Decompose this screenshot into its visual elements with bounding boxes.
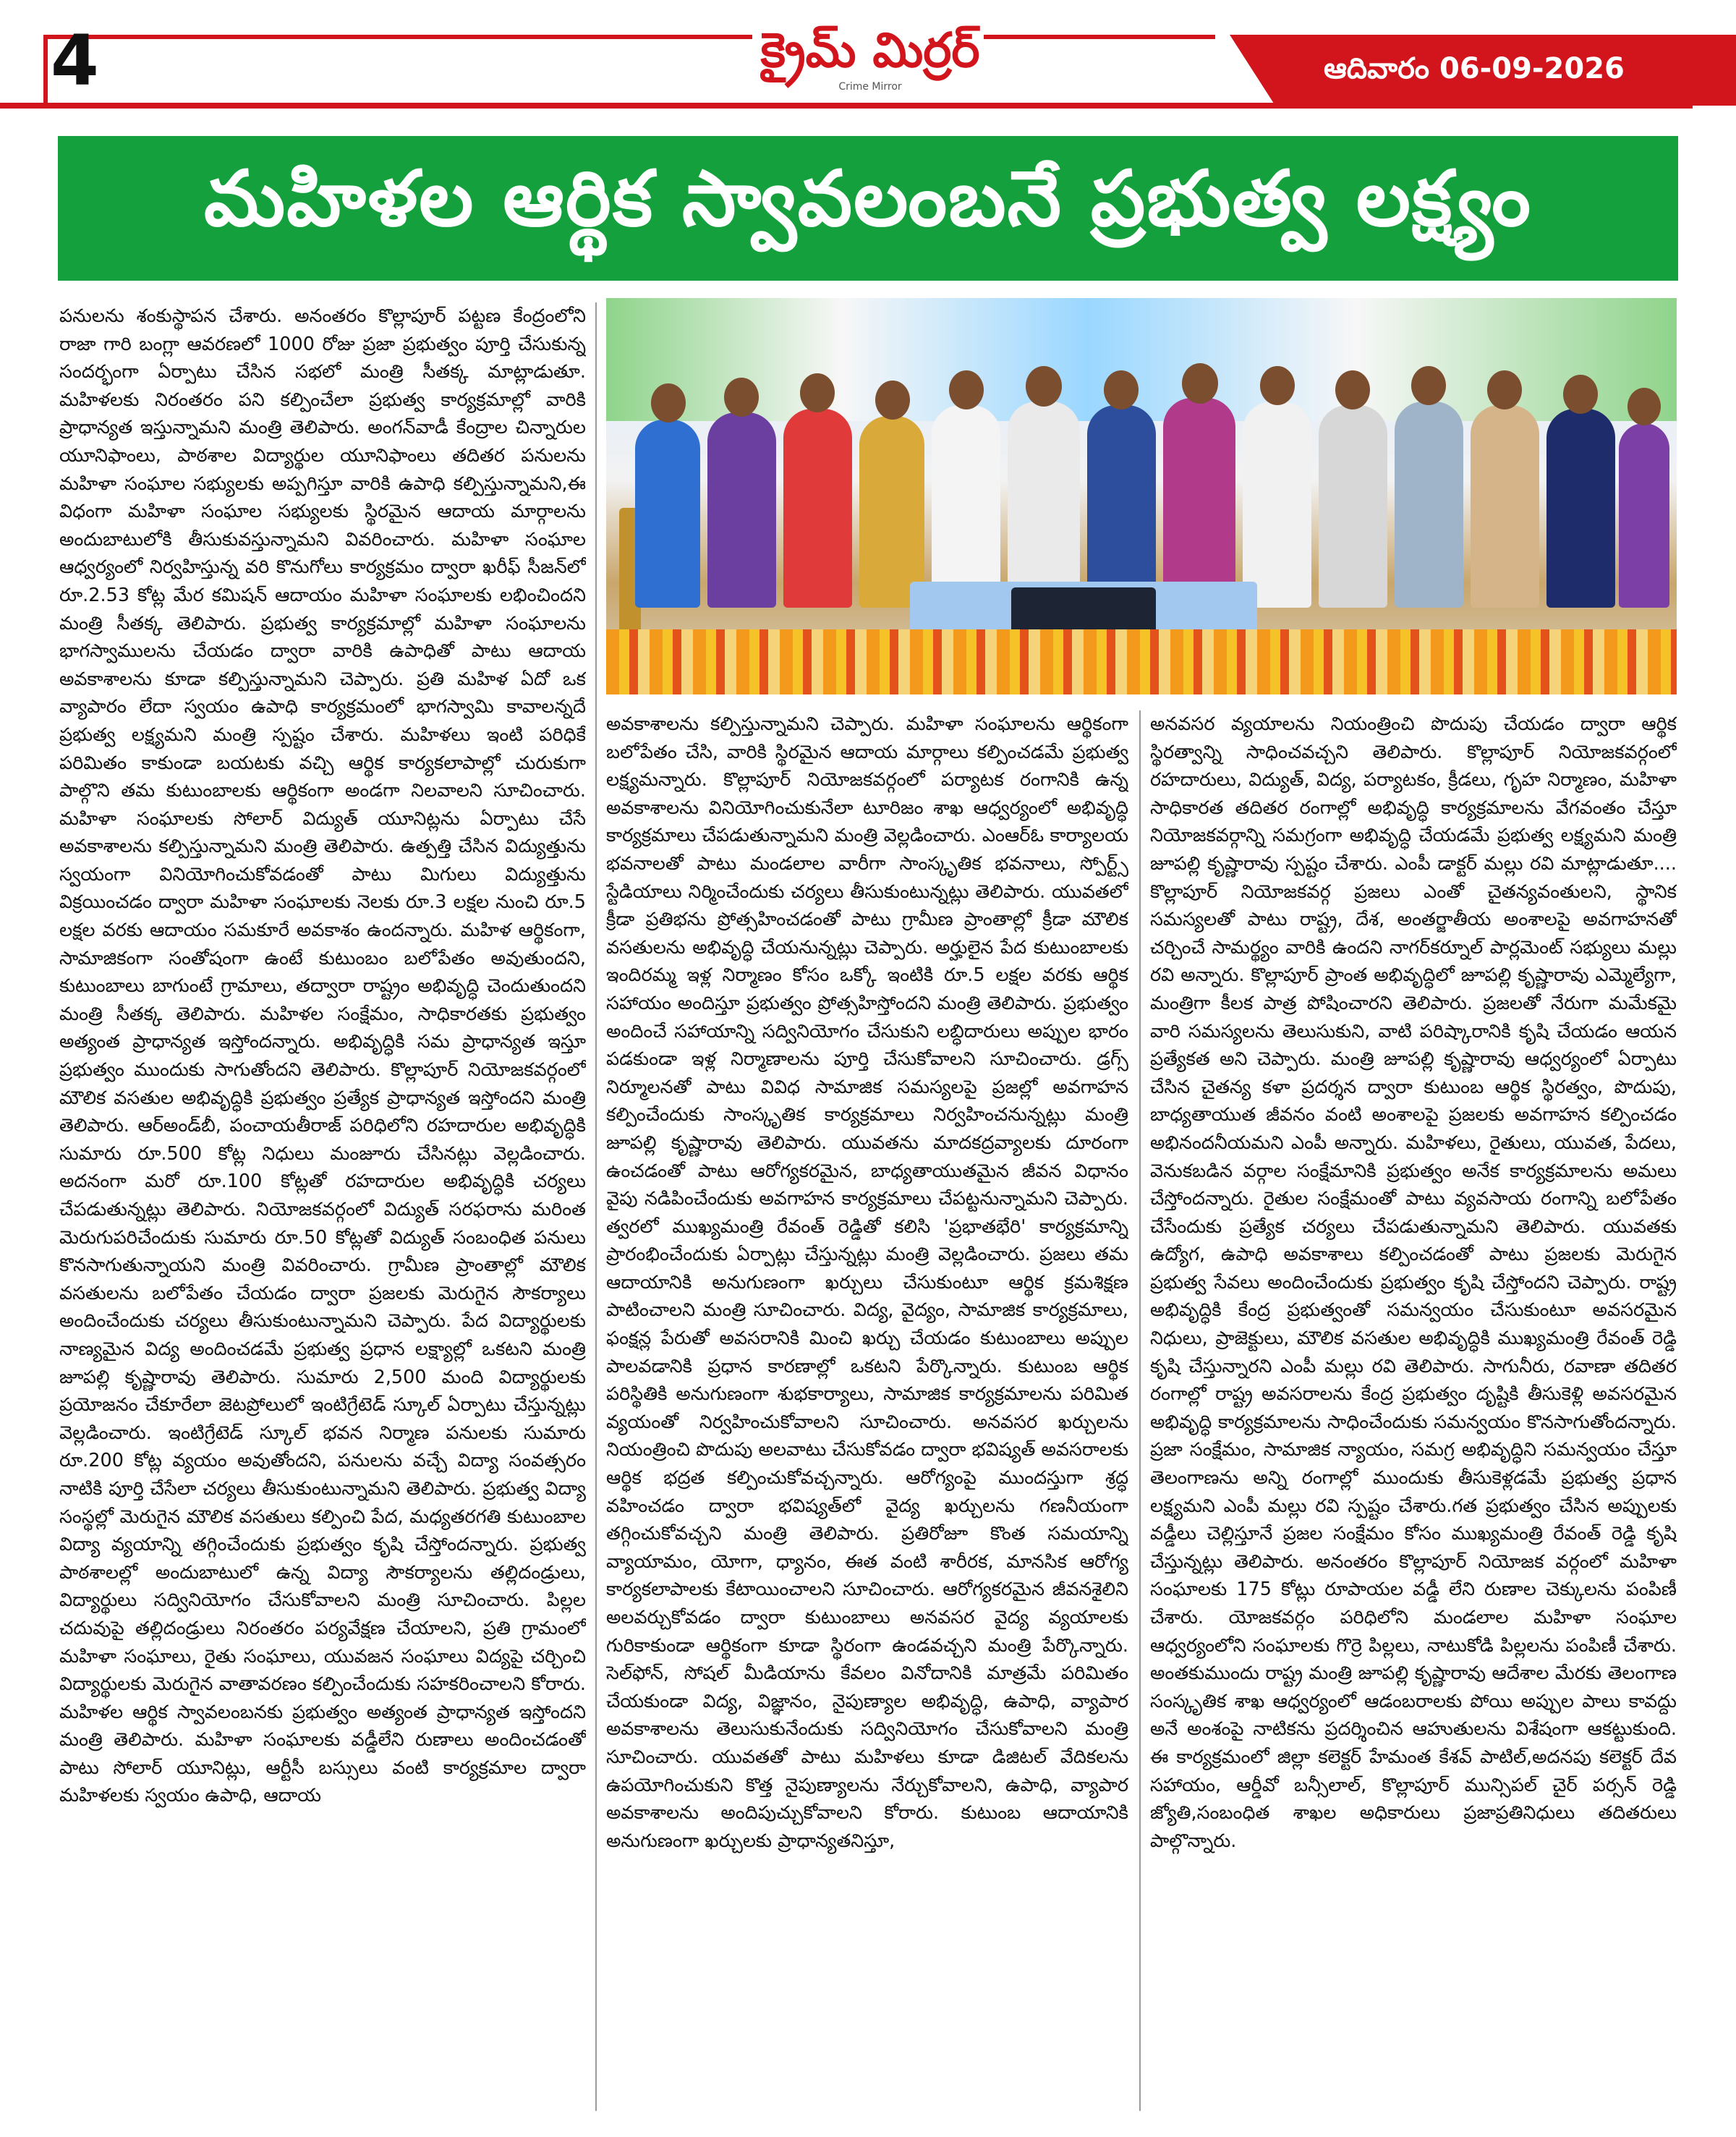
person-figure — [1163, 398, 1235, 608]
person-head — [1182, 363, 1218, 404]
article-column-2 — [606, 710, 1128, 2111]
person-head — [949, 370, 984, 409]
person-figure — [1008, 402, 1080, 608]
newspaper-logo: క్రైమ్ మిర్రర్ — [760, 22, 980, 78]
newspaper-tagline: Crime Mirror — [838, 81, 902, 93]
person-head — [1026, 366, 1062, 407]
headline: మహిళల ఆర్థిక స్వావలంబనే ప్రభుత్వ లక్ష్యం — [204, 154, 1532, 243]
person-figure — [1243, 402, 1311, 608]
person-figure — [1619, 423, 1669, 608]
column-divider — [595, 302, 597, 2111]
person-figure — [1319, 405, 1387, 608]
masthead-rule-left — [130, 35, 752, 39]
person-figure — [707, 412, 776, 608]
article-text: అనవసర వ్యయాలను నియంత్రించి పొదుపు చేయడం ద్వారా ఆర్థిక స్థిరత్వాన్ని సాధించవచ్చని తెలిపారు. కొల్లాపూర్ నియోజకవర్గంలో రహదారులు, విద్యుత్, విద్య, పర్యాటకం, క్రీడలు, గృహ నిర్మాణం, మహిళా సాధికారత తదితర రంగాల్లో అభివృద్ధి కార్యక్రమాలను వేగవంతం చేస్తూ నియోజకవర్గాన్ని సమగ్రంగా అభివృద్ధి చేయడమే ప్రభుత్వ లక్ష్యమని మంత్రి జూపల్లి కృష్ణారావు స్పష్టం చేశారు. ఎంపీ డాక్టర్ మల్లు రవి మాట్లాడుతూ.... కొల్లాపూర్ నియోజకవర్గ ప్రజలు ఎంతో చైతన్యవంతులని, స్థానిక సమస్యలతో పాటు రాష్ట్ర, దేశ, అంతర్జాతీయ అంశాలపై అవగాహనతో చర్చించే సామర్థ్యం వారికి ఉందని నాగర్‌కర్నూల్ పార్లమెంట్ సభ్యులు మల్లు రవి అన్నారు. కొల్లాపూర్ ప్రాంత అభివృద్ధిలో జూపల్లి కృష్ణారావు ఎమ్మెల్యేగా, మంత్రిగా కీలక పాత్ర పోషించారని తెలిపారు. ప్రజలతో నేరుగా మమేకమై వారి సమస్యలను తెలుసుకుని, వాటి పరిష్కారానికి కృషి చేయడం ఆయన ప్రత్యేకత అని చెప్పారు. మంత్రి జూపల్లి కృష్ణారావు ఆధ్వర్యంలో ఏర్పాటు చేసిన చైతన్య కళా ప్రదర్శన ద్వారా కుటుంబ ఆర్థిక స్థిరత్వం, పొదుపు, బాధ్యతాయుత జీవనం వంటి అంశాలపై ప్రజలకు అవగాహన కల్పించడం అభినందనీయమని ఎంపీ అన్నారు. మహిళలు, రైతులు, యువత, పేదలు, వెనుకబడిన వర్గాల సంక్షేమానికి ప్రభుత్వం అనేక కార్యక్రమాలను అమలు చేస్తోందన్నారు. రైతుల సంక్షేమంతో పాటు వ్యవసాయ రంగాన్ని బలోపేతం చేసేందుకు ప్రత్యేక చర్యలు చేపడుతున్నామని తెలిపారు. యువతకు ఉద్యోగ, ఉపాధి అవకాశాలు కల్పించడంతో పాటు ప్రజలకు మెరుగైన ప్రభుత్వ సేవలు అందించేందుకు ప్రభుత్వం కృషి చేస్తోందని చెప్పారు. రాష్ట్ర అభివృద్ధికి కేంద్ర ప్రభుత్వంతో సమన్వయం చేసుకుంటూ అవసరమైన నిధులు, ప్రాజెక్టులు, మౌలిక వసతుల అభివృద్ధికి ముఖ్యమంత్రి రేవంత్ రెడ్డి కృషి చేస్తున్నారని ఎంపీ మల్లు రవి తెలిపారు. సాగునీరు, రవాణా తదితర రంగాల్లో రాష్ట్ర అవసరాలను కేంద్ర ప్రభుత్వం దృష్టికి తీసుకెళ్లి అవసరమైన అభివృద్ధి కార్యక్రమాలను సాధించేందుకు సమన్వయం కొనసాగుతోందన్నారు. ప్రజా సంక్షేమం, సామాజిక న్యాయం, సమగ్ర అభివృద్ధిని సమన్వయం చేస్తూ తెలంగాణను అన్ని రంగాల్లో ముందుకు తీసుకెళ్లడమే ప్రభుత్వ ప్రధాన లక్ష్యమని ఎంపీ మల్లు రవి స్పష్టం చేశారు.గత ప్రభుత్వం చేసిన అప్పులకు వడ్డీలు చెల్లిస్తూనే ప్రజల సంక్షేమం కోసం ముఖ్యమంత్రి రేవంత్ రెడ్డి కృషి చేస్తున్నట్లు తెలిపారు. అనంతరం కొల్లాపూర్ నియోజక వర్గంలో మహిళా సంఘాలకు 175 కోట్లు రూపాయల వడ్డీ లేని రుణాల చెక్కులను పంపిణీ చేశారు. యోజకవర్గం పరిధిలోని మండలాల మహిళా సంఘాల ఆధ్వర్యంలోని సంఘాలకు గొర్రె పిల్లలు, నాటుకోడి పిల్లలను పంపిణీ చేశారు. అంతకుముందు రాష్ట్ర మంత్రి జూపల్లి కృష్ణారావు ఆదేశాల మేరకు తెలంగాణ సంస్కృతిక శాఖ ఆధ్వర్యంలో ఆడంబరాలకు పోయి అప్పుల పాలు కావద్దు అనే అంశంపై నాటికను ప్రదర్శించిన ఆహుతులను విశేషంగా ఆకట్టుకుంది. ఈ కార్యక్రమంలో జిల్లా కలెక్టర్ హేమంత కేశవ్ పాటిల్,అదనపు కలెక్టర్ దేవ సహాయం, ఆర్డీవో బన్సీలాల్, కొల్లాపూర్ మున్సిపల్ చైర్ పర్సన్ రెడ్డి జ్యోతి,సంబంధిత శాఖల అధికారులు ప్రజాప్రతినిధులు తదితరులు పాల్గొన్నారు. — [1150, 713, 1677, 1852]
person-head — [1563, 375, 1598, 414]
person-head — [1411, 366, 1446, 405]
person-head — [1487, 370, 1522, 409]
person-figure — [1546, 409, 1615, 608]
person-head — [1628, 388, 1661, 425]
masthead-rule-right — [984, 35, 1215, 39]
person-figure — [1471, 405, 1539, 608]
person-head — [1260, 366, 1295, 405]
article-text: పనులను శంకుస్థాపన చేశారు. అనంతరం కొల్లాపూర్ పట్టణ కేంద్రంలోని రాజా గారి బంగ్లా ఆవరణలో 1000 రోజు ప్రజా ప్రభుత్వం పూర్తి చేసుకున్న సందర్భంగా ఏర్పాటు చేసిన సభలో మంత్రి సీతక్క మాట్లాడుతూ. మహిళలకు నిరంతరం పని కల్పించేలా ప్రభుత్వ కార్యక్రమాల్లో వారికి ప్రాధాన్యత ఇస్తున్నామని మంత్రి తెలిపారు. అంగన్‌వాడీ కేంద్రాల చిన్నారుల యూనిఫాంలు, పాఠశాల విద్యార్థుల యూనిఫాంలు తదితర పనులను మహిళా సంఘాల సభ్యులకు అప్పగిస్తూ వారికి ఉపాధి కల్పిస్తున్నామని,ఈ విధంగా మహిళా సంఘాల సభ్యులకు స్థిరమైన ఆదాయ మార్గాలను అందుబాటులోకి తీసుకువస్తున్నామని వివరించారు. మహిళా సంఘాల ఆధ్వర్యంలో నిర్వహిస్తున్న వరి కొనుగోలు కార్యక్రమం ద్వారా ఖరీఫ్ సీజన్‌లో రూ.2.53 కోట్ల మేర కమిషన్ ఆదాయం మహిళా సంఘాలకు లభించిందని మంత్రి సీతక్క తెలిపారు. ప్రభుత్వ కార్యక్రమాల్లో మహిళా సంఘాలను భాగస్వాములను చేయడం ద్వారా వారికి ఉపాధితో పాటు ఆదాయ అవకాశాలను కూడా కల్పిస్తున్నామని చెప్పారు. ప్రతి మహిళ ఏదో ఒక వ్యాపారం లేదా స్వయం ఉపాధి కార్యక్రమంలో భాగస్వామి కావాలన్నదే ప్రభుత్వ లక్ష్యమని మంత్రి స్పష్టం చేశారు. మహిళలు ఇంటి పరిధికే పరిమితం కాకుండా బయటకు వచ్చి ఆర్థిక కార్యకలాపాల్లో చురుకుగా పాల్గొని తమ కుటుంబాలకు ఆర్థికంగా అండగా నిలవాలని సూచించారు. మహిళా సంఘాలకు సోలార్ విద్యుత్ యూనిట్లను ఏర్పాటు చేసే అవకాశాలను కల్పిస్తున్నామని మంత్రి తెలిపారు. ఉత్పత్తి చేసిన విద్యుత్తును స్వయంగా వినియోగించుకోవడంతో పాటు మిగులు విద్యుత్తును విక్రయించడం ద్వారా మహిళా సంఘాలకు నెలకు రూ.3 లక్షల నుంచి రూ.5 లక్షల వరకు ఆదాయం సమకూరే అవకాశం ఉందన్నారు. మహిళ ఆర్థికంగా, సామాజికంగా సంతోషంగా ఉంటే కుటుంబం బలోపేతం అవుతుందని, కుటుంబాలు బాగుంటే గ్రామాలు, తద్వారా రాష్ట్రం అభివృద్ధి చెందుతుందని మంత్రి సీతక్క తెలిపారు. మహిళల సంక్షేమం, సాధికారతకు ప్రభుత్వం అత్యంత ప్రాధాన్యత ఇస్తోందన్నారు. అభివృద్ధికి సమ ప్రాధాన్యత ఇస్తూ ప్రభుత్వం ముందుకు సాగుతోందని తెలిపారు. కొల్లాపూర్ నియోజకవర్గంలో మౌలిక వసతుల అభివృద్ధికి ప్రభుత్వం ప్రత్యేక ప్రాధాన్యత ఇస్తోందని మంత్రి తెలిపారు. ఆర్‌అండ్‌బీ, పంచాయతీరాజ్ పరిధిలోని రహదారుల అభివృద్ధికి సుమారు రూ.500 కోట్ల నిధులు మంజూరు చేసినట్లు వెల్లడించారు. అదనంగా మరో రూ.100 కోట్లతో రహదారుల అభివృద్ధికి చర్యలు చేపడుతున్నట్లు తెలిపారు. నియోజకవర్గంలో విద్యుత్ సరఫరాను మరింత మెరుగుపరిచేందుకు సుమారు రూ.50 కోట్లతో విద్యుత్ సంబంధిత పనులు కొనసాగుతున్నాయని మంత్రి వివరించారు. గ్రామీణ ప్రాంతాల్లో మౌలిక వసతులను బలోపేతం చేయడం ద్వారా ప్రజలకు మెరుగైన సౌకర్యాలు అందించేందుకు చర్యలు తీసుకుంటున్నామని చెప్పారు. పేద విద్యార్థులకు నాణ్యమైన విద్య అందించడమే ప్రభుత్వ ప్రధాన లక్ష్యాల్లో ఒకటని మంత్రి జూపల్లి కృష్ణారావు తెలిపారు. సుమారు 2,500 మంది విద్యార్థులకు ప్రయోజనం చేకూరేలా జెటప్రోలులో ఇంటిగ్రేటెడ్ స్కూల్ ఏర్పాటు చేస్తున్నట్లు వెల్లడించారు. ఇంటిగ్రేటెడ్ స్కూల్ భవన నిర్మాణ పనులకు సుమారు రూ.200 కోట్ల వ్యయం అవుతోందని, పనులను వచ్చే విద్యా సంవత్సరం నాటికి పూర్తి చేసేలా చర్యలు తీసుకుంటున్నామని తెలిపారు. ప్రభుత్వ విద్యా సంస్థల్లో మెరుగైన మౌలిక వసతులు కల్పించి పేద, మధ్యతరగతి కుటుంబాల విద్యా వ్యయాన్ని తగ్గించేందుకు ప్రభుత్వం కృషి చేస్తోందన్నారు. ప్రభుత్వ పాఠశాలల్లో అందుబాటులో ఉన్న విద్యా సౌకర్యాలను తల్లిదండ్రులు, విద్యార్థులు సద్వినియోగం చేసుకోవాలని మంత్రి సూచించారు. పిల్లల చదువుపై తల్లిదండ్రులు నిరంతరం పర్యవేక్షణ చేయాలని, ప్రతి గ్రామంలో మహిళా సంఘాలు, రైతు సంఘాలు, యువజన సంఘాలు విద్యపై చర్చించి విద్యార్థులకు మెరుగైన వాతావరణం కల్పించేందుకు సహకరించాలని కోరారు. మహిళల ఆర్థిక స్వావలంబనకు ప్రభుత్వం అత్యంత ప్రాధాన్యత ఇస్తోందని మంత్రి తెలిపారు. మహిళా సంఘాలకు వడ్డీలేని రుణాలు అందించడంతో పాటు సోలార్ యూనిట్లు, ఆర్టీసీ బస్సులు వంటి కార్యక్రమాల ద్వారా మహిళలకు స్వయం ఉపాధి, ఆదాయ — [59, 305, 586, 1807]
column-divider — [1139, 710, 1141, 2111]
person-head — [651, 383, 686, 422]
person-figure — [932, 405, 1000, 608]
article-text: అవకాశాలను కల్పిస్తున్నామని చెప్పారు. మహిళా సంఘాలను ఆర్థికంగా బలోపేతం చేసి, వారికి స్థిరమైన ఆదాయ మార్గాలు కల్పించడమే ప్రభుత్వ లక్ష్యమన్నారు. కొల్లాపూర్ నియోజకవర్గంలో పర్యాటక రంగానికి ఉన్న అవకాశాలను వినియోగించుకునేలా టూరిజం శాఖ ఆధ్వర్యంలో అభివృద్ధి కార్యక్రమాలు చేపడుతున్నామని మంత్రి వెల్లడించారు. ఎంఆర్‌ఓ కార్యాలయ భవనాలతో పాటు మండలాల వారీగా సాంస్కృతిక భవనాలు, స్పోర్ట్స్ స్టేడియాలు నిర్మించేందుకు చర్యలు తీసుకుంటున్నట్లు తెలిపారు. యువతలో క్రీడా ప్రతిభను ప్రోత్సహించడంతో పాటు గ్రామీణ ప్రాంతాల్లో క్రీడా మౌలిక వసతులను అభివృద్ధి చేయనున్నట్లు చెప్పారు. అర్హులైన పేద కుటుంబాలకు ఇందిరమ్మ ఇళ్ల నిర్మాణం కోసం ఒక్కో ఇంటికి రూ.5 లక్షల వరకు ఆర్థిక సహాయం అందిస్తూ ప్రభుత్వం ప్రోత్సహిస్తోందని మంత్రి తెలిపారు. ప్రభుత్వం అందించే సహాయాన్ని సద్వినియోగం చేసుకుని లబ్ధిదారులు అప్పుల భారం పడకుండా ఇళ్ల నిర్మాణాలను పూర్తి చేసుకోవాలని సూచించారు. డ్రగ్స్ నిర్మూలనతో పాటు వివిధ సామాజిక సమస్యలపై ప్రజల్లో అవగాహన కల్పించేందుకు సాంస్కృతిక కార్యక్రమాలు నిర్వహించనున్నట్లు మంత్రి జూపల్లి కృష్ణారావు తెలిపారు. యువతను మాదకద్రవ్యాలకు దూరంగా ఉంచడంతో పాటు ఆరోగ్యకరమైన, బాధ్యతాయుతమైన జీవన విధానం వైపు నడిపించేందుకు అవగాహన కార్యక్రమాలు చేపట్టనున్నామని చెప్పారు. త్వరలో ముఖ్యమంత్రి రేవంత్ రెడ్డితో కలిసి 'ప్రభాతభేరి' కార్యక్రమాన్ని ప్రారంభించేందుకు ఏర్పాట్లు చేస్తున్నట్లు మంత్రి వెల్లడించారు. ప్రజలు తమ ఆదాయానికి అనుగుణంగా ఖర్చులు చేసుకుంటూ ఆర్థిక క్రమశిక్షణ పాటించాలని మంత్రి సూచించారు. విద్య, వైద్యం, సామాజిక కార్యక్రమాలు, ఫంక్షన్ల పేరుతో అవసరానికి మించి ఖర్చు చేయడం కుటుంబాలు అప్పుల పాలవడానికి ప్రధాన కారణాల్లో ఒకటని పేర్కొన్నారు. కుటుంబ ఆర్థిక పరిస్థితికి అనుగుణంగా శుభకార్యాలు, సామాజిక కార్యక్రమాలను పరిమిత వ్యయంతో నిర్వహించుకోవాలని సూచించారు. అనవసర ఖర్చులను నియంత్రించి పొదుపు అలవాటు చేసుకోవడం ద్వారా భవిష్యత్ అవసరాలకు ఆర్థిక భద్రత కల్పించుకోవచ్చన్నారు. ఆరోగ్యంపై ముందస్తుగా శ్రద్ధ వహించడం ద్వారా భవిష్యత్‌లో వైద్య ఖర్చులను గణనీయంగా తగ్గించుకోవచ్చని మంత్రి తెలిపారు. ప్రతిరోజూ కొంత సమయాన్ని వ్యాయామం, యోగా, ధ్యానం, ఈత వంటి శారీరక, మానసిక ఆరోగ్య కార్యకలాపాలకు కేటాయించాలని సూచించారు. ఆరోగ్యకరమైన జీవనశైలిని అలవర్చుకోవడం ద్వారా కుటుంబాలు అనవసర వైద్య వ్యయాలకు గురికాకుండా ఆర్థికంగా కూడా స్థిరంగా ఉండవచ్చని మంత్రి పేర్కొన్నారు. సెల్‌ఫోన్, సోషల్ మీడియాను కేవలం వినోదానికి మాత్రమే పరిమితం చేయకుండా విద్య, విజ్ఞానం, నైపుణ్యాల అభివృద్ధి, ఉపాధి, వ్యాపార అవకాశాలను తెలుసుకునేందుకు సద్వినియోగం చేసుకోవాలని మంత్రి సూచించారు. యువతతో పాటు మహిళలు కూడా డిజిటల్ వేదికలను ఉపయోగించుకుని కొత్త నైపుణ్యాలను నేర్చుకోవాలని, ఉపాధి, వ్యాపార అవకాశాలను అందిపుచ్చుకోవాలని కోరారు. కుటుంబ ఆదాయానికి అనుగుణంగా ఖర్చులకు ప్రాధాన్యతనిస్తూ, — [606, 713, 1128, 1852]
issue-date: ఆదివారం 06-09-2026 — [1324, 52, 1625, 85]
person-figure — [635, 420, 700, 608]
person-figure — [783, 409, 852, 608]
event-stage-photo — [606, 298, 1677, 694]
person-head — [724, 378, 759, 417]
person-head — [875, 381, 910, 420]
masthead — [0, 0, 1736, 116]
person-head — [1104, 370, 1139, 409]
person-figure — [859, 416, 924, 608]
headline-banner — [58, 136, 1678, 281]
article-column-1 — [59, 302, 586, 2111]
page-number: 4 — [51, 20, 99, 101]
article-column-3 — [1150, 710, 1677, 2111]
person-figure — [1395, 402, 1463, 608]
person-head — [800, 373, 835, 412]
person-head — [1335, 370, 1370, 409]
person-figure — [1087, 405, 1156, 608]
flower-decoration — [606, 629, 1677, 694]
